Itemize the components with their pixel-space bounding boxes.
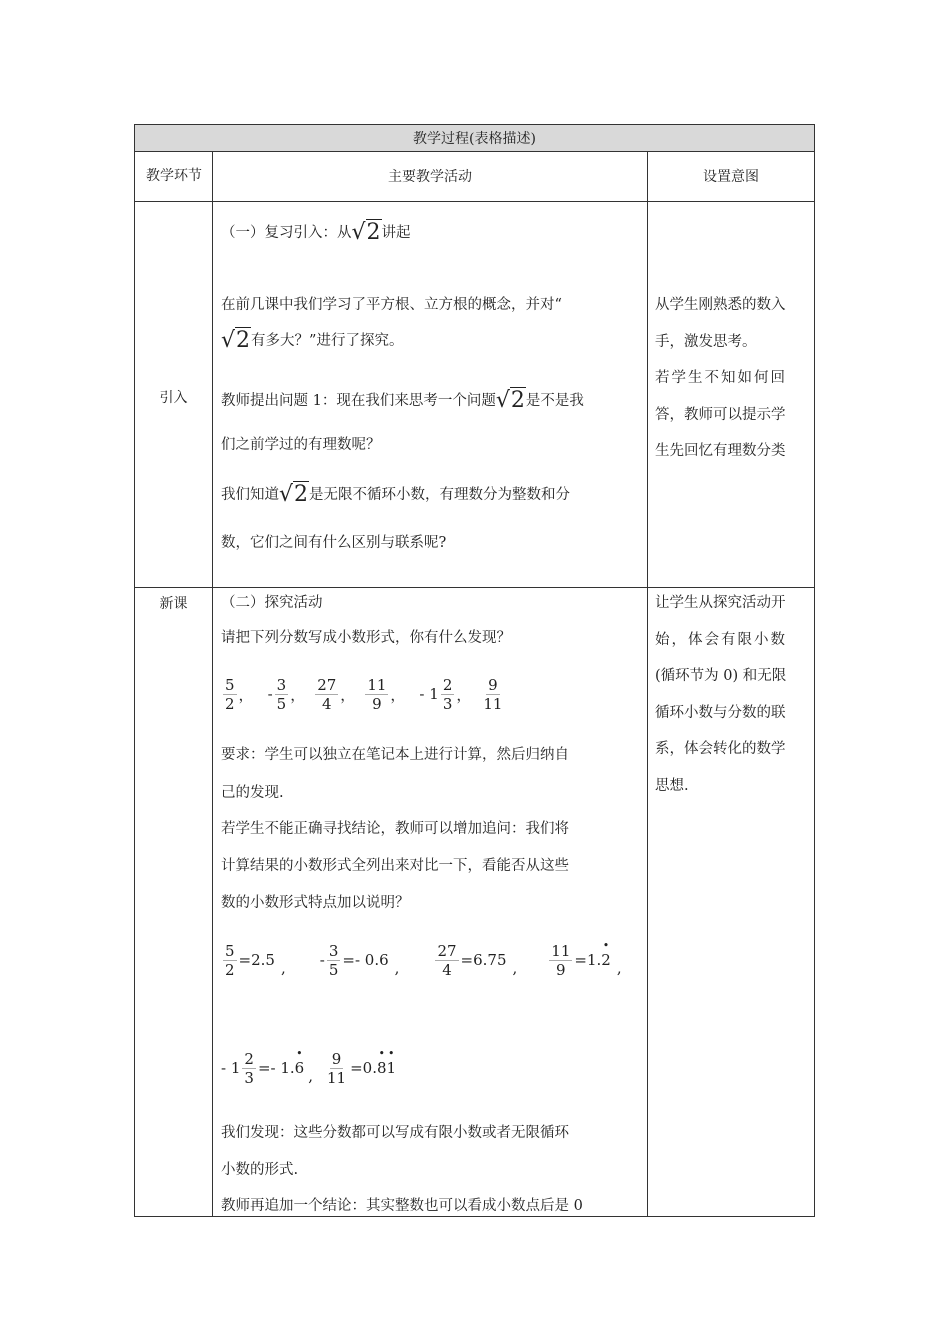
repeating-digit: • 2 [601,951,611,969]
fraction-2-3: $\frac{2}{3}$ [442,675,453,713]
newlesson-heading: （二）探究活动 [221,595,323,611]
divider [647,151,648,1217]
newlesson-prompt: 请把下列分数写成小数形式，你有什么发现？ [221,630,511,646]
stage-intro: 引入 [159,390,188,406]
header-stage: 教学环节 [146,168,202,184]
header-activity: 主要教学活动 [388,169,472,185]
comma: ， [238,685,254,704]
intro-p2-text: 有多大？”进行了探究。 [251,333,404,349]
fraction-3-5: $\frac{3}{5}$ [276,675,287,713]
comma: ， [456,685,472,704]
intent-line: 从学生刚熟悉的数入 [655,297,786,313]
teaching-process-table [134,124,815,1217]
intent-line: 思想. [655,777,689,794]
divider [135,201,814,202]
intent-line: 生先回忆有理数分类 [655,443,786,459]
intro-heading [221,215,411,251]
comma: ， [290,685,306,704]
result-neg-1-6-repeating: =- 1. [257,1059,295,1077]
intro-p3-pre: 我们知道 [221,487,279,503]
table-title: 教学过程(表格描述) [135,125,814,151]
header-intent: 设置意图 [703,169,759,185]
newlesson-intent [655,585,811,804]
requirement-line2: 己的发现. [221,785,284,801]
divider [212,151,213,1217]
intro-heading-pre: （一）复习引入：从 [221,225,352,241]
intent-line: 始，体会有限小数 [655,631,787,648]
result-6-75: =6.75 [460,951,507,969]
fraction-3-5: $\frac{3}{5}$ [328,941,339,979]
comma: ， [340,685,356,704]
intro-q1-line2: 们之前学过的有理数呢？ [221,437,381,453]
hint-line3: 数的小数形式特点加以说明？ [221,895,410,911]
intro-p3-post: 是无限不循环小数，有理数分为整数和分 [309,487,571,503]
intro-heading-post: 讲起 [381,225,411,241]
sqrt-2: √2 [221,328,251,353]
repeating-digit: • 1 [387,1059,397,1077]
comma: , [512,959,518,977]
intro-intent [655,287,811,470]
comma: , [280,959,286,977]
intro-q1 [221,383,584,419]
stage-newlesson: 新课 [159,596,188,612]
result-1-2-repeating: =1. [574,951,602,969]
fraction-27-4: $\frac{27}{4}$ [317,675,337,713]
fraction-2-3: $\frac{2}{3}$ [244,1049,254,1087]
result-2-5: =2.5 [238,951,275,969]
intent-line: 系，体会转化的数学 [655,741,786,757]
radicand: 2 [366,220,381,245]
intro-p3 [221,477,570,513]
minus-sign: - [267,685,273,703]
result-0-81-repeating: =0. [350,1059,377,1077]
sqrt-2: √2 [351,220,381,245]
fraction-27-4: $\frac{27}{4}$ [437,941,457,979]
intro-q1-pre: 教师提出问题 1：现在我们来思考一个问题 [221,393,496,409]
sqrt-2: √2 [279,482,309,507]
fraction-11-9: $\frac{11}{9}$ [367,675,387,713]
intent-line: 若学生不知如何回 [655,370,787,386]
intro-p1: 在前几课中我们学习了平方根、立方根的概念，并对“ [221,297,562,313]
intent-line: 让学生从探究活动开 [655,595,786,611]
results-row2 [221,1043,396,1093]
comma: ， [390,685,406,704]
comma: , [308,1067,313,1085]
found-line1: 我们发现：这些分数都可以写成有限小数或者无限循环 [221,1125,569,1141]
minus-sign: - [319,951,325,969]
radicand: 2 [510,388,525,413]
comma: , [616,959,622,977]
hint-line1: 若学生不能正确寻找结论，教师可以增加追问：我们将 [221,821,569,837]
intro-q1-post: 是不是我 [525,393,584,409]
repeating-digit: • 6 [295,1059,305,1077]
intro-p3-line2: 数，它们之间有什么区别与联系呢? [221,535,447,551]
fraction-5-2: $\frac{5}{2}$ [225,941,235,979]
intent-line: 答，教师可以提示学 [655,406,786,423]
fraction-list [221,671,506,717]
results-row1 [221,935,622,985]
fraction-5-2: $\frac{5}{2}$ [225,675,235,713]
intent-line: 手，激发思考。 [655,333,757,350]
fraction-9-11: $\frac{9}{11}$ [326,1049,347,1087]
result-neg-0-6: =- 0.6 [342,951,389,969]
repeating-digit: • 8 [377,1059,387,1077]
fraction-11-9: $\frac{11}{9}$ [551,941,571,979]
radicand: 2 [294,482,309,507]
mixed-whole: - 1 [221,1059,241,1077]
comma: , [394,959,400,977]
mixed-whole: - 1 [419,685,439,703]
hint-line2: 计算结果的小数形式全列出来对比一下，看能否从这些 [221,858,569,874]
intent-line: 循环小数与分数的联 [655,704,786,721]
sqrt-2: √2 [495,388,525,413]
fraction-9-11: $\frac{9}{11}$ [483,675,503,713]
teacher-conclusion: 教师再追加一个结论：其实整数也可以看成小数点后是 0 [221,1198,583,1214]
intro-p2 [221,323,403,359]
radicand: 2 [236,328,251,353]
intent-line: (循环节为 0) 和无限 [655,668,787,684]
requirement-line1: 要求：学生可以独立在笔记本上进行计算，然后归纳自 [221,747,569,763]
found-line2: 小数的形式. [221,1162,299,1178]
